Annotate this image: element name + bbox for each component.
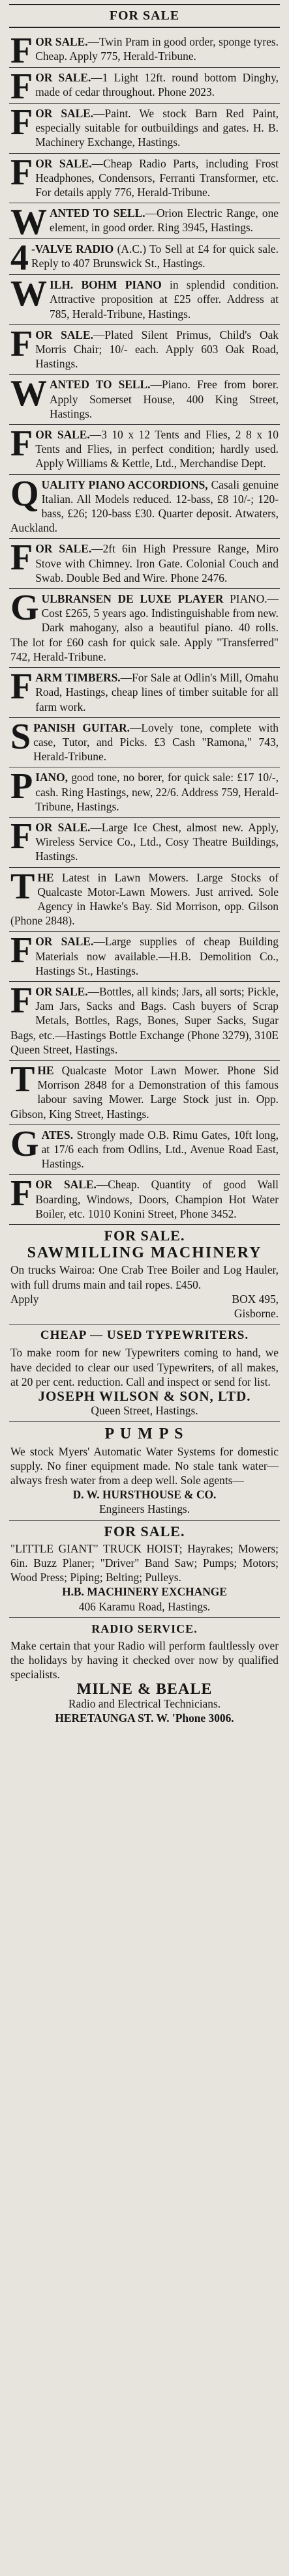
classified-ad [9,718,280,768]
classified-ad [9,539,280,589]
classified-ad [9,375,280,425]
ad-text: —For Sale at Odlin's Mill, Omahu Road, Hastings, cheap lines of timber suitable for all farm work. [35,671,279,713]
ad-caption: OR SALE. [35,156,92,170]
ad-heading: FOR SALE. [104,1227,185,1244]
ad-text: —Piano. Free from borer. Apply Somerset House, 400 King Street, Hastings. [50,378,279,420]
ad-text: (A.C.) To Sell at £4 for quick sale. Reply to 407 Brunswick St., Hastings. [31,242,279,270]
ad-initial: F [10,932,33,971]
ad-initial: G [10,589,39,629]
classified-ad [9,767,280,818]
ad-caption: PANISH GUITAR. [33,721,130,734]
ad-text: —Large Ice Chest, almost new. Apply, Wireless Service Co., Ltd., Cosy Theatre Buildings, Hastings. [35,820,279,863]
classified-ad [9,1125,280,1175]
section-header: FOR SALE [9,4,280,28]
classified-ad [9,982,280,1061]
classified-ad [9,425,280,475]
ad-firm: JOSEPH WILSON & SON, LTD. [38,1388,251,1405]
ad-title: SAWMILLING MACHINERY [27,1244,262,1262]
ad-caption: OR SALE. [35,935,94,949]
ad-caption: ARM TIMBERS. [35,671,121,685]
ad-initial: F [10,68,33,104]
classified-ad [9,589,280,668]
ad-initial: F [10,668,33,708]
ad-text: PIANO.—Cost £265, 5 years ago. Indistinguishable from new. Dark mahogany, also a beautiful piano. 40 rolls. The lot for £60 cash for quick sale. Apply "Transferred" 742, Herald-Tribune. [10,592,279,663]
ad-initial: Q [10,474,39,514]
classified-ad [9,154,280,204]
ad-sawmilling [9,1225,280,1324]
ad-radio [9,1618,280,1728]
classified-ad [9,239,280,275]
ad-heading: RADIO SERVICE. [91,1622,198,1635]
ad-text: —Orion Electric Range, one element, in good order. Ring 3945, Hastings. [50,207,279,235]
ad-initial: T [10,867,35,907]
ad-caption: OR SALE. [35,107,94,120]
ad-caption: OR SALE. [35,1178,97,1192]
ad-text: good tone, no borer, for quick sale: £17 10/-, cash. Ring Hastings, new, 22/6. Address 759, Herald-Tribune, Hastings. [35,771,279,813]
ad-caption: OR SALE. [35,35,88,48]
classified-ad [9,868,280,932]
ad-text: in splendid condition. Attractive proposition at £25 offer. Address at 785, Herald-Tribune, Hastings. [50,278,279,321]
ad-text: —Cheap Radio Parts, including Frost Headphones, Condensors, Ferranti Transformer, etc. For details apply 776, Herald-Tribune. [35,156,279,199]
classified-ad [9,1175,280,1225]
ad-caption: HE [37,1063,54,1077]
ad-text: Casali genuine Italian. All Models reduced. 12-bass, £8 10/-; 120-bass, £26; 120-bass £30. Quarter deposit. Atwaters, Auckland. [10,478,279,535]
ad-pumps [9,1422,280,1520]
classified-ad [9,68,280,104]
ad-text: —Large supplies of cheap Building Materials now available.—H.B. Demolition Co., Hastings St., Hastings. [35,935,279,977]
ad-text: —Twin Pram in good order, sponge tyres. Cheap. Apply 775, Herald-Tribune. [35,35,279,63]
ad-address: 406 Karamu Road, Hastings. [78,1599,211,1613]
ad-text: We stock Myers' Automatic Water Systems for domestic supply. No finer equipment made. No stale tank water—always fresh water from a deep well. Sole agents— [10,1444,279,1487]
ad-machinery [9,1521,280,1618]
ad-initial: F [10,32,33,68]
ad-firm: H.B. MACHINERY EXCHANGE [62,1585,227,1599]
ad-text: —2ft 6in High Pressure Range, Miro Stove with Chimney. Iron Gate. Colonial Couch and Swab. Double Bed and Wire. Phone 2476. [35,542,279,584]
ad-firm: D. W. HURSTHOUSE & CO. [72,1488,217,1502]
classified-ad [9,932,280,982]
ad-text: Strongly made O.B. Rimu Gates, 10ft long, at 17/6 each from Odlins, Ltd., Avenue Road East, Hastings. [41,1128,279,1171]
ad-text: On trucks Wairoa: One Crab Tree Boiler and Log Hauler, with full drums main and tail ropes. £450. [10,1263,279,1291]
ad-text: —Cheap. Quantity of good Wall Boarding, Windows, Doors, Champion Hot Water Boiler, etc. 1010 Konini Street, Phone 3452. [35,1178,279,1220]
ad-initial: F [10,104,33,143]
ad-box: BOX 495, [232,1292,279,1306]
ad-caption: OR SALE. [35,328,93,341]
ad-text: —3 10 x 12 Tents and Flies, 2 8 x 10 Tents and Flies, in perfect condition; hardly used. Apply Williams & Kettle, Ltd., Merchandise Dept. [35,428,279,470]
ad-sub: Engineers Hastings. [99,1502,190,1516]
ad-caption: HE [37,870,54,884]
ad-apply: Apply [10,1292,39,1306]
ad-title: P U M P S [104,1425,185,1443]
ad-text: —Lovely tone, complete with case, Tutor, and Picks. £3 Cash "Ramona," 743, Herald-Tribune. [33,721,279,764]
classified-ad [9,325,280,375]
ad-text: —Paint. We stock Barn Red Paint, especially suitable for outbuildings and gates. H. B. Machinery Exchange, Hastings. [35,107,279,149]
ad-address: Queen Street, Hastings. [91,1404,198,1418]
ad-text: —1 Light 12ft. round bottom Dinghy, made of cedar throughout. Phone 2023. [35,71,279,99]
ad-text: —Bottles, all kinds; Jars, all sorts; Pickle, Jam Jars, Sacks and Bags. Cash buyers of Scrap Metals, Bottles, Rags, Bones, Super Sacks, Sugar Bags, etc.—Hastings Bottle Exchange (Phone 3279), 310E Queen Street, Hastings. [10,984,279,1056]
ad-caption: OR SALE. [35,542,92,556]
ad-caption: ILH. BOHM PIANO [50,278,162,292]
ad-sub: Radio and Electrical Technicians. [68,1696,221,1710]
classified-ad [9,818,280,868]
ad-caption: ANTED TO SELL. [50,378,151,392]
ad-initial: W [10,375,47,414]
ad-address: HERETAUNGA ST. W. 'Phone 3006. [55,1711,234,1725]
classified-ad [9,203,280,239]
ad-caption: OR SALE. [35,820,91,834]
ad-initial: F [10,425,33,465]
ad-caption: ANTED TO SELL. [50,207,145,220]
ad-caption: -VALVE RADIO [31,242,114,256]
ad-text: Make certain that your Radio will perform faultlessly over the holidays by having it checked over now by qualified specialists. [10,1639,279,1682]
classified-ad [9,668,280,718]
ad-initial: 4 [10,239,29,276]
ad-initial: F [10,539,33,579]
ad-caption: IANO, [35,771,68,784]
ad-text: Qualcaste Motor Lawn Mower. Phone Sid Morrison 2848 for a Demonstration of this famous labour saving Mower. Large Stock just in. Opp. Gibson, King Street, Hastings. [10,1063,279,1121]
classified-ad [9,275,280,325]
classified-ad [9,1061,280,1125]
ad-initial: W [10,203,47,240]
ad-caption: UALITY PIANO ACCORDIONS, [41,478,208,491]
ad-typewriters [9,1324,280,1422]
ad-initial: F [10,981,33,1021]
ad-initial: F [10,1175,33,1214]
ad-initial: F [10,817,33,857]
ad-caption: OR SALE. [35,71,91,84]
classified-ad [9,32,280,68]
ad-title: CHEAP — USED TYPEWRITERS. [40,1328,249,1343]
ad-text: Latest in Lawn Mowers. Large Stocks of Qualcaste Motor-Lawn Mowers. Just arrived. Sole Agency in Hawke's Bay. Sid Morrison, opp. Gilson (Phone 2848). [10,870,279,928]
ad-text: —Plated Silent Primus, Child's Oak Morris Chair; 10/- each. Apply 603 Oak Road, Hastings. [35,328,279,371]
ad-initial: T [10,1060,35,1100]
ads-list [9,32,280,1225]
classified-ad [9,475,280,539]
ad-initial: P [10,767,33,807]
ad-initial: W [10,275,47,315]
ad-firm: MILNE & BEALE [76,1680,213,1698]
ad-caption: ULBRANSEN DE LUXE PLAYER [41,592,224,606]
ad-heading: FOR SALE. [104,1523,185,1539]
ad-caption: OR SALE. [35,428,90,442]
ad-initial: S [10,717,31,757]
classified-ad [9,104,280,154]
classifieds-column [9,0,280,1728]
ad-text: To make room for new Typewriters coming to hand, we have decided to clear our used Typewriters, of all makes, at 20 per cent. reduction. Call and inspect or send for list. [10,1346,279,1388]
ad-caption: OR SALE. [35,984,88,998]
ad-text: "LITTLE GIANT" TRUCK HOIST; Hayrakes; Mowers; 6in. Buzz Planer; "Driver" Band Saw; Pumps; Motors; Wood Press; Piping; Belting; Pulleys. [10,1541,279,1584]
ad-initial: F [10,153,33,193]
ad-initial: F [10,324,33,364]
ad-place: Gisborne. [234,1307,279,1321]
ad-contact [10,1292,279,1306]
ad-caption: ATES. [41,1128,74,1141]
ad-initial: G [10,1124,39,1164]
